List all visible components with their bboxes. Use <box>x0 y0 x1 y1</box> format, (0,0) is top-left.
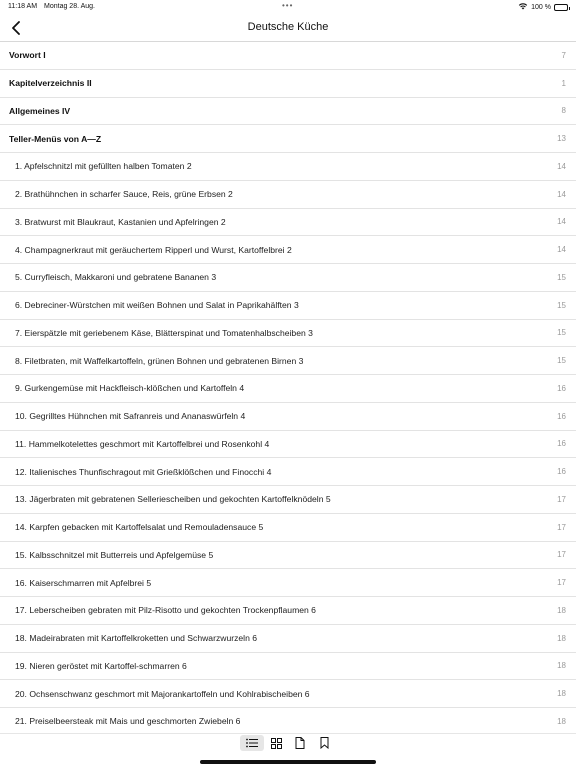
page-title: Deutsche Küche <box>247 21 329 33</box>
entry-title: 16. Kaiserschmarren mit Apfelbrei 5 <box>15 577 152 588</box>
toc-entry-row[interactable] <box>0 653 576 681</box>
entry-title: 18. Madeirabraten mit Kartoffelkroketten und Schwarzwurzeln 6 <box>15 633 258 644</box>
page-number: 1 <box>561 78 566 88</box>
entry-title: 8. Filetbraten, mit Waffelkartoffeln, grünen Bohnen und gebratenen Birnen 3 <box>15 355 304 366</box>
page-number: 18 <box>557 633 566 643</box>
entry-title: 12. Italienisches Thunfischragout mit Grießklößchen und Finocchi 4 <box>15 466 272 477</box>
toc-entry-row[interactable] <box>0 236 576 264</box>
toc-entry-row[interactable] <box>0 625 576 653</box>
entry-title: 7. Eierspätzle mit geriebenem Käse, Blätterspinat und Tomatenhalbscheiben 3 <box>15 327 313 338</box>
toc-entry-row[interactable] <box>0 153 576 181</box>
status-right <box>518 2 568 12</box>
view-tab-group <box>240 734 336 752</box>
page-number: 8 <box>561 106 566 116</box>
tab-bookmarks[interactable] <box>312 735 336 751</box>
page-number: 15 <box>557 272 566 282</box>
toc-entry-row[interactable] <box>0 375 576 403</box>
page-number: 16 <box>557 467 566 477</box>
battery-percent: 100 % <box>531 3 551 11</box>
chapter-title: Allgemeines IV <box>9 105 71 116</box>
tab-page[interactable] <box>288 735 312 751</box>
entry-title: 4. Champagnerkraut mit geräuchertem Ripperl und Wurst, Kartoffelbrei 2 <box>15 244 292 255</box>
entry-title: 2. Brathühnchen in scharfer Sauce, Reis, grüne Erbsen 2 <box>15 189 233 200</box>
page-number: 7 <box>561 50 566 60</box>
entry-title: 14. Karpfen gebacken mit Kartoffelsalat und Remouladensauce 5 <box>15 522 264 533</box>
tab-contents-list[interactable] <box>240 735 264 751</box>
bookmark-icon <box>320 737 329 749</box>
toc-chapter-row[interactable] <box>0 125 576 153</box>
multitasking-dots[interactable]: ••• <box>282 1 294 10</box>
entry-title: 1. Apfelschnitzl mit gefüllten halben Tomaten 2 <box>15 161 192 172</box>
page-number: 18 <box>557 716 566 726</box>
navigation-bar <box>0 14 576 42</box>
page-number: 18 <box>557 605 566 615</box>
toc-entry-row[interactable] <box>0 347 576 375</box>
entry-title: 9. Gurkengemüse mit Hackfleisch-klößchen und Kartoffeln 4 <box>15 383 245 394</box>
toc-entry-row[interactable] <box>0 320 576 348</box>
chapter-title: Teller-Menüs von A—Z <box>9 133 102 144</box>
status-date: Montag 28. Aug. <box>44 3 95 10</box>
toc-entry-row[interactable] <box>0 569 576 597</box>
page-number: 14 <box>557 189 566 199</box>
page-number: 18 <box>557 689 566 699</box>
entry-title: 13. Jägerbraten mit gebratenen Selleriescheiben und gekochten Kartoffelknödeln 5 <box>15 494 331 505</box>
entry-title: 10. Gegrilltes Hühnchen mit Safranreis und Ananaswürfeln 4 <box>15 411 246 422</box>
page-number: 17 <box>557 522 566 532</box>
toc-entry-row[interactable] <box>0 181 576 209</box>
page-icon <box>295 737 305 749</box>
entry-title: 11. Hammelkotelettes geschmort mit Kartoffelbrei und Rosenkohl 4 <box>15 438 270 449</box>
toc-entry-row[interactable] <box>0 542 576 570</box>
page-number: 18 <box>557 661 566 671</box>
entry-title: 6. Debreciner-Würstchen mit weißen Bohnen und Salat in Paprikahälften 3 <box>15 300 299 311</box>
entry-title: 17. Leberscheiben gebraten mit Pilz-Risotto und gekochten Trockenpflaumen 6 <box>15 605 316 616</box>
list-icon <box>246 738 258 748</box>
toc-entry-row[interactable] <box>0 458 576 486</box>
page-number: 14 <box>557 161 566 171</box>
toc-entry-row[interactable] <box>0 486 576 514</box>
page-number: 16 <box>557 439 566 449</box>
page-number: 16 <box>557 411 566 421</box>
page-number: 17 <box>557 494 566 504</box>
entry-title: 20. Ochsenschwanz geschmort mit Majorankartoffeln und Kohlrabischeiben 6 <box>15 688 310 699</box>
chapter-title: Vorwort I <box>9 50 46 61</box>
toc-entry-row[interactable] <box>0 292 576 320</box>
entry-title: 21. Preiselbeersteak mit Mais und geschmorten Zwiebeln 6 <box>15 716 241 727</box>
grid-icon <box>271 738 282 749</box>
toc-entry-row[interactable] <box>0 431 576 459</box>
home-indicator[interactable] <box>200 760 376 764</box>
entry-title: 3. Bratwurst mit Blaukraut, Kastanien und Apfelringen 2 <box>15 216 226 227</box>
entry-title: 5. Curryfleisch, Makkaroni und gebratene Bananen 3 <box>15 272 217 283</box>
toc-entry-row[interactable] <box>0 708 576 733</box>
page-number: 15 <box>557 356 566 366</box>
page-number: 16 <box>557 383 566 393</box>
bottom-toolbar <box>0 733 576 768</box>
status-left <box>8 3 100 10</box>
page-number: 17 <box>557 550 566 560</box>
tab-thumbnails-grid[interactable] <box>264 735 288 751</box>
page-number: 14 <box>557 245 566 255</box>
toc-entry-row[interactable] <box>0 209 576 237</box>
toc-entry-row[interactable] <box>0 264 576 292</box>
chapter-title: Kapitelverzeichnis II <box>9 78 92 89</box>
entry-title: 19. Nieren geröstet mit Kartoffel-schmarren 6 <box>15 660 187 671</box>
battery-icon <box>554 4 568 11</box>
page-number: 13 <box>557 134 566 144</box>
page-number: 14 <box>557 217 566 227</box>
status-bar <box>0 0 576 14</box>
toc-chapter-row[interactable] <box>0 98 576 126</box>
wifi-icon <box>518 2 528 12</box>
status-time: 11:18 AM <box>8 3 38 10</box>
toc-entry-row[interactable] <box>0 597 576 625</box>
toc-entry-row[interactable] <box>0 403 576 431</box>
toc-entry-row[interactable] <box>0 514 576 542</box>
toc-chapter-row[interactable] <box>0 70 576 98</box>
entry-title: 15. Kalbsschnitzel mit Butterreis und Apfelgemüse 5 <box>15 549 214 560</box>
page-number: 17 <box>557 578 566 588</box>
page-number: 15 <box>557 300 566 310</box>
toc-chapter-row[interactable] <box>0 42 576 70</box>
page-number: 15 <box>557 328 566 338</box>
table-of-contents[interactable] <box>0 42 576 733</box>
toc-entry-row[interactable] <box>0 680 576 708</box>
